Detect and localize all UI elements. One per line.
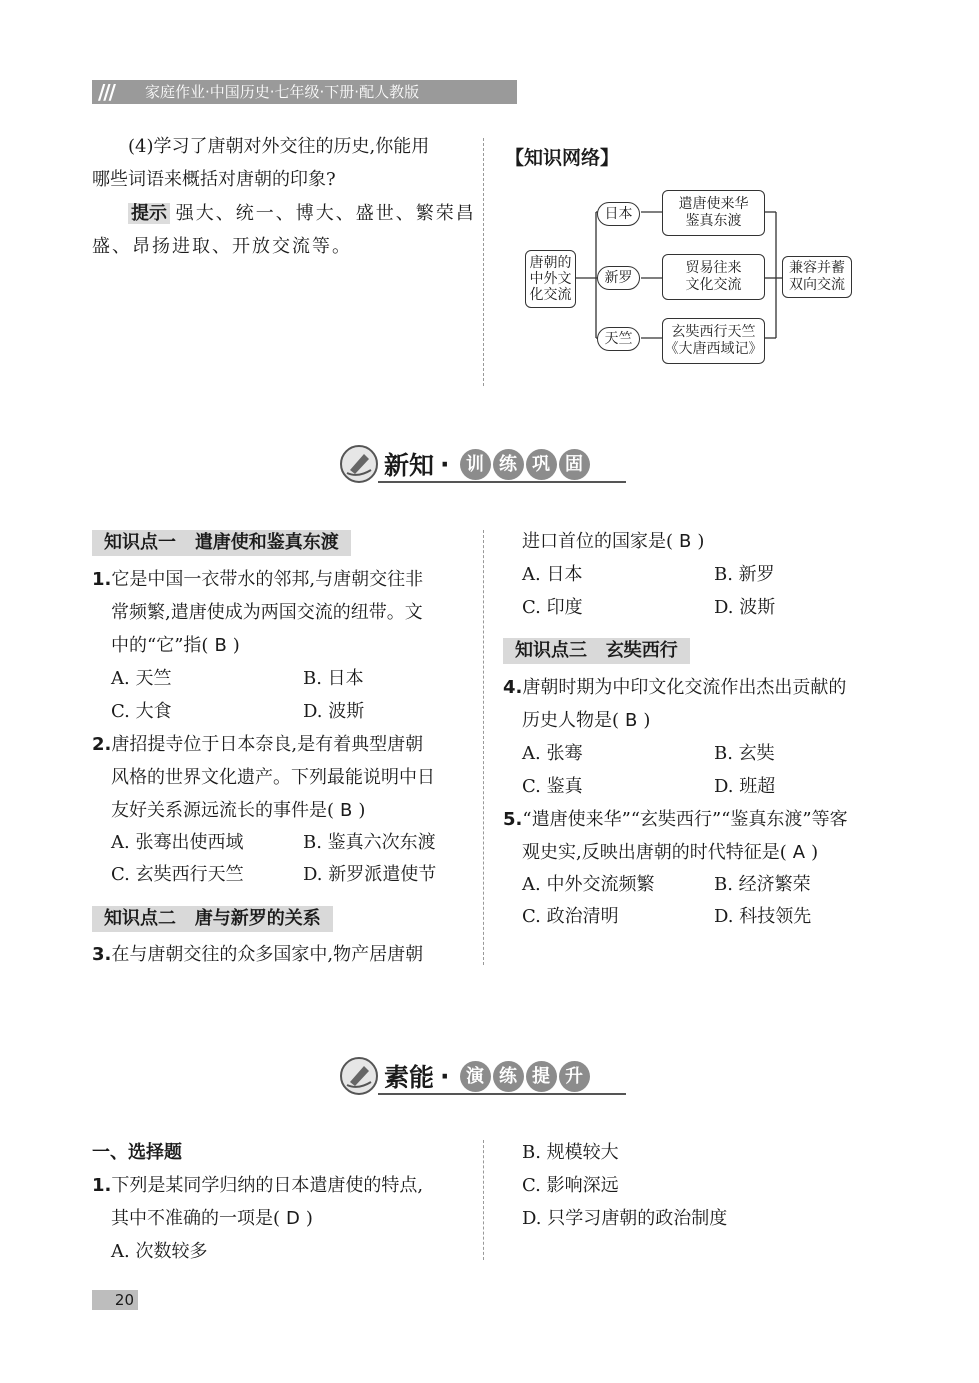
s2-q1-answer: D bbox=[286, 1208, 300, 1229]
q2-text-1: 唐招提寺位于日本奈良,是有着典型唐朝 bbox=[111, 734, 424, 755]
country-japan: 日本 bbox=[597, 202, 640, 226]
q2-option-c: C. 玄奘西行天竺 bbox=[111, 864, 244, 885]
banner-2-title: 素能 bbox=[384, 1063, 435, 1092]
network-title: 【知识网络】 bbox=[505, 147, 620, 169]
country-silla: 新罗 bbox=[597, 266, 640, 290]
banner-2-char-1: 演 bbox=[460, 1061, 491, 1092]
q5-option-d: D. 科技领先 bbox=[714, 906, 812, 927]
q1-line2: 常频繁,遣唐使成为两国交流的纽带。文 bbox=[111, 602, 423, 623]
network-result bbox=[782, 256, 852, 298]
banner-2-char-3: 提 bbox=[526, 1061, 557, 1092]
q1-line1 bbox=[92, 563, 423, 596]
q2-line1 bbox=[92, 728, 423, 761]
s2-q1-line2 bbox=[111, 1202, 313, 1235]
q3-option-b: B. 新罗 bbox=[714, 564, 775, 585]
s2-q1-paren: ) bbox=[305, 1208, 313, 1229]
q1-option-c: C. 大食 bbox=[111, 701, 172, 722]
kp2-title: 唐与新罗的关系 bbox=[194, 908, 321, 929]
q5-option-a: A. 中外交流频繁 bbox=[522, 874, 655, 895]
q1-option-a: A. 天竺 bbox=[111, 668, 172, 689]
q1-text-1: 它是中国一衣带水的邻邦,与唐朝交往非 bbox=[111, 569, 424, 590]
result-line-1: 兼容并蓄 bbox=[789, 260, 845, 276]
kp2-label: 知识点二 bbox=[104, 908, 176, 929]
hint-line1 bbox=[128, 197, 476, 230]
q2-answer: B bbox=[340, 800, 353, 821]
q2-option-d: D. 新罗派遣使节 bbox=[303, 864, 437, 885]
q5-answer: A bbox=[792, 842, 806, 863]
q3-answer: B bbox=[679, 531, 692, 552]
q4-option-c: C. 鉴真 bbox=[522, 776, 583, 797]
banner-1-char-2: 练 bbox=[493, 449, 524, 480]
banner-1-title: 新知 bbox=[384, 451, 435, 480]
q4-line1 bbox=[503, 671, 846, 704]
country-tianzhu: 天竺 bbox=[597, 327, 640, 351]
kp3-title: 玄奘西行 bbox=[605, 640, 678, 661]
q4-option-d: D. 班超 bbox=[714, 776, 776, 797]
q4-option-b: B. 玄奘 bbox=[714, 743, 775, 764]
hint-label: 提示 bbox=[128, 203, 170, 224]
q5-text-2: 观史实,反映出唐朝的时代特征是( bbox=[522, 842, 787, 863]
knowledge-point-1 bbox=[92, 530, 351, 556]
s2-q1-number: 1. bbox=[92, 1175, 112, 1196]
q3-option-d: D. 波斯 bbox=[714, 597, 776, 618]
detail-silla-1: 贸易往来 bbox=[685, 260, 742, 276]
hint-text-1: 强大、统一、博大、盛世、繁荣昌 bbox=[175, 203, 476, 224]
kp1-title: 遣唐使和鉴真东渡 bbox=[194, 532, 339, 553]
banner-1-dot: · bbox=[440, 449, 450, 479]
q1-text-3: 中的“它”指( bbox=[111, 635, 209, 656]
result-line-2: 双向交流 bbox=[789, 277, 845, 293]
section-2-heading: 一、选择题 bbox=[92, 1142, 182, 1163]
q3-line1 bbox=[92, 938, 423, 971]
q5-line1 bbox=[503, 803, 848, 836]
q2-line3 bbox=[111, 794, 365, 827]
q3-paren: ) bbox=[697, 531, 705, 552]
detail-silla-2: 文化交流 bbox=[685, 277, 742, 293]
detail-japan-1: 遣唐使来华 bbox=[678, 196, 749, 212]
q1-answer: B bbox=[214, 635, 227, 656]
banner-2-char-2: 练 bbox=[493, 1061, 524, 1092]
banner-1-char-4: 固 bbox=[559, 449, 590, 480]
hint-line2: 盛、昂扬进取、开放交流等。 bbox=[92, 236, 352, 257]
s2-q1-option-d: D. 只学习唐朝的政治制度 bbox=[522, 1208, 728, 1229]
detail-silla bbox=[662, 254, 765, 300]
detail-tianzhu-2: 《大唐西域记》 bbox=[664, 341, 763, 357]
detail-japan-2: 鉴真东渡 bbox=[685, 213, 742, 229]
q3-option-c: C. 印度 bbox=[522, 597, 583, 618]
q2-number: 2. bbox=[92, 734, 112, 755]
q5-paren: ) bbox=[811, 842, 819, 863]
q1-option-d: D. 波斯 bbox=[303, 701, 365, 722]
root-line-1: 唐朝的 bbox=[529, 255, 572, 271]
kp3-label: 知识点三 bbox=[515, 640, 587, 661]
q3-text-1: 在与唐朝交往的众多国家中,物产居唐朝 bbox=[111, 944, 424, 965]
q4-text-1: 唐朝时期为中印文化交流作出杰出贡献的 bbox=[522, 677, 847, 698]
q3-line2 bbox=[522, 525, 704, 558]
root-line-3: 化交流 bbox=[529, 287, 572, 303]
q4-paren: ) bbox=[643, 710, 651, 731]
q4-option-a: A. 张骞 bbox=[522, 743, 583, 764]
page-number: 20 bbox=[92, 1290, 138, 1310]
q4-line2 bbox=[522, 704, 650, 737]
q5-number: 5. bbox=[503, 809, 523, 830]
detail-japan bbox=[662, 190, 765, 236]
banner-1-char-1: 训 bbox=[460, 449, 491, 480]
q5-text-1: “遣唐使来华”“玄奘西行”“鉴真东渡”等客 bbox=[522, 809, 848, 830]
column-divider-3 bbox=[483, 1140, 484, 1260]
knowledge-point-2 bbox=[92, 906, 333, 932]
banner-2-dot: · bbox=[440, 1061, 450, 1091]
q1-option-b: B. 日本 bbox=[303, 668, 364, 689]
q2-option-a: A. 张骞出使西域 bbox=[111, 832, 244, 853]
s2-q1-text-1: 下列是某同学归纳的日本遣唐使的特点, bbox=[111, 1175, 424, 1196]
q4-answer: B bbox=[625, 710, 638, 731]
kp1-label: 知识点一 bbox=[104, 532, 176, 553]
q2-text-3: 友好关系源远流长的事件是( bbox=[111, 800, 335, 821]
column-divider bbox=[483, 138, 484, 386]
q3-option-a: A. 日本 bbox=[522, 564, 583, 585]
q3-text-2: 进口首位的国家是( bbox=[522, 531, 674, 552]
banner-1-char-3: 巩 bbox=[526, 449, 557, 480]
q3-number: 3. bbox=[92, 944, 112, 965]
q1-number: 1. bbox=[92, 569, 112, 590]
detail-tianzhu-1: 玄奘西行天竺 bbox=[671, 324, 756, 340]
question-4-line2: 哪些词语来概括对唐朝的印象? bbox=[92, 169, 336, 190]
network-root bbox=[525, 250, 576, 308]
q4-text-2: 历史人物是( bbox=[522, 710, 620, 731]
column-divider-2 bbox=[483, 530, 484, 965]
s2-q1-option-c: C. 影响深远 bbox=[522, 1175, 619, 1196]
header-decoration: /// bbox=[98, 80, 114, 104]
q1-line3 bbox=[111, 629, 240, 662]
q5-option-b: B. 经济繁荣 bbox=[714, 874, 811, 895]
banner-1 bbox=[384, 446, 592, 482]
s2-q1-text-2: 其中不准确的一项是( bbox=[111, 1208, 281, 1229]
q1-paren: ) bbox=[232, 635, 240, 656]
detail-tianzhu bbox=[662, 318, 765, 364]
q5-option-c: C. 政治清明 bbox=[522, 906, 619, 927]
q5-line2 bbox=[522, 836, 818, 869]
q2-line2: 风格的世界文化遗产。下列最能说明中日 bbox=[111, 767, 435, 788]
q2-paren: ) bbox=[358, 800, 366, 821]
knowledge-point-3 bbox=[503, 638, 690, 664]
banner-2-char-4: 升 bbox=[559, 1061, 590, 1092]
q2-option-b: B. 鉴真六次东渡 bbox=[303, 832, 436, 853]
header-title: 家庭作业·中国历史·七年级·下册·配人教版 bbox=[145, 83, 420, 101]
root-line-2: 中外文 bbox=[529, 271, 572, 287]
question-4-line1: (4)学习了唐朝对外交往的历史,你能用 bbox=[128, 136, 430, 157]
s2-q1-option-a: A. 次数较多 bbox=[111, 1241, 208, 1262]
s2-q1-option-b: B. 规模较大 bbox=[522, 1142, 619, 1163]
s2-q1-line1 bbox=[92, 1169, 423, 1202]
banner-2 bbox=[384, 1058, 592, 1094]
q4-number: 4. bbox=[503, 677, 523, 698]
